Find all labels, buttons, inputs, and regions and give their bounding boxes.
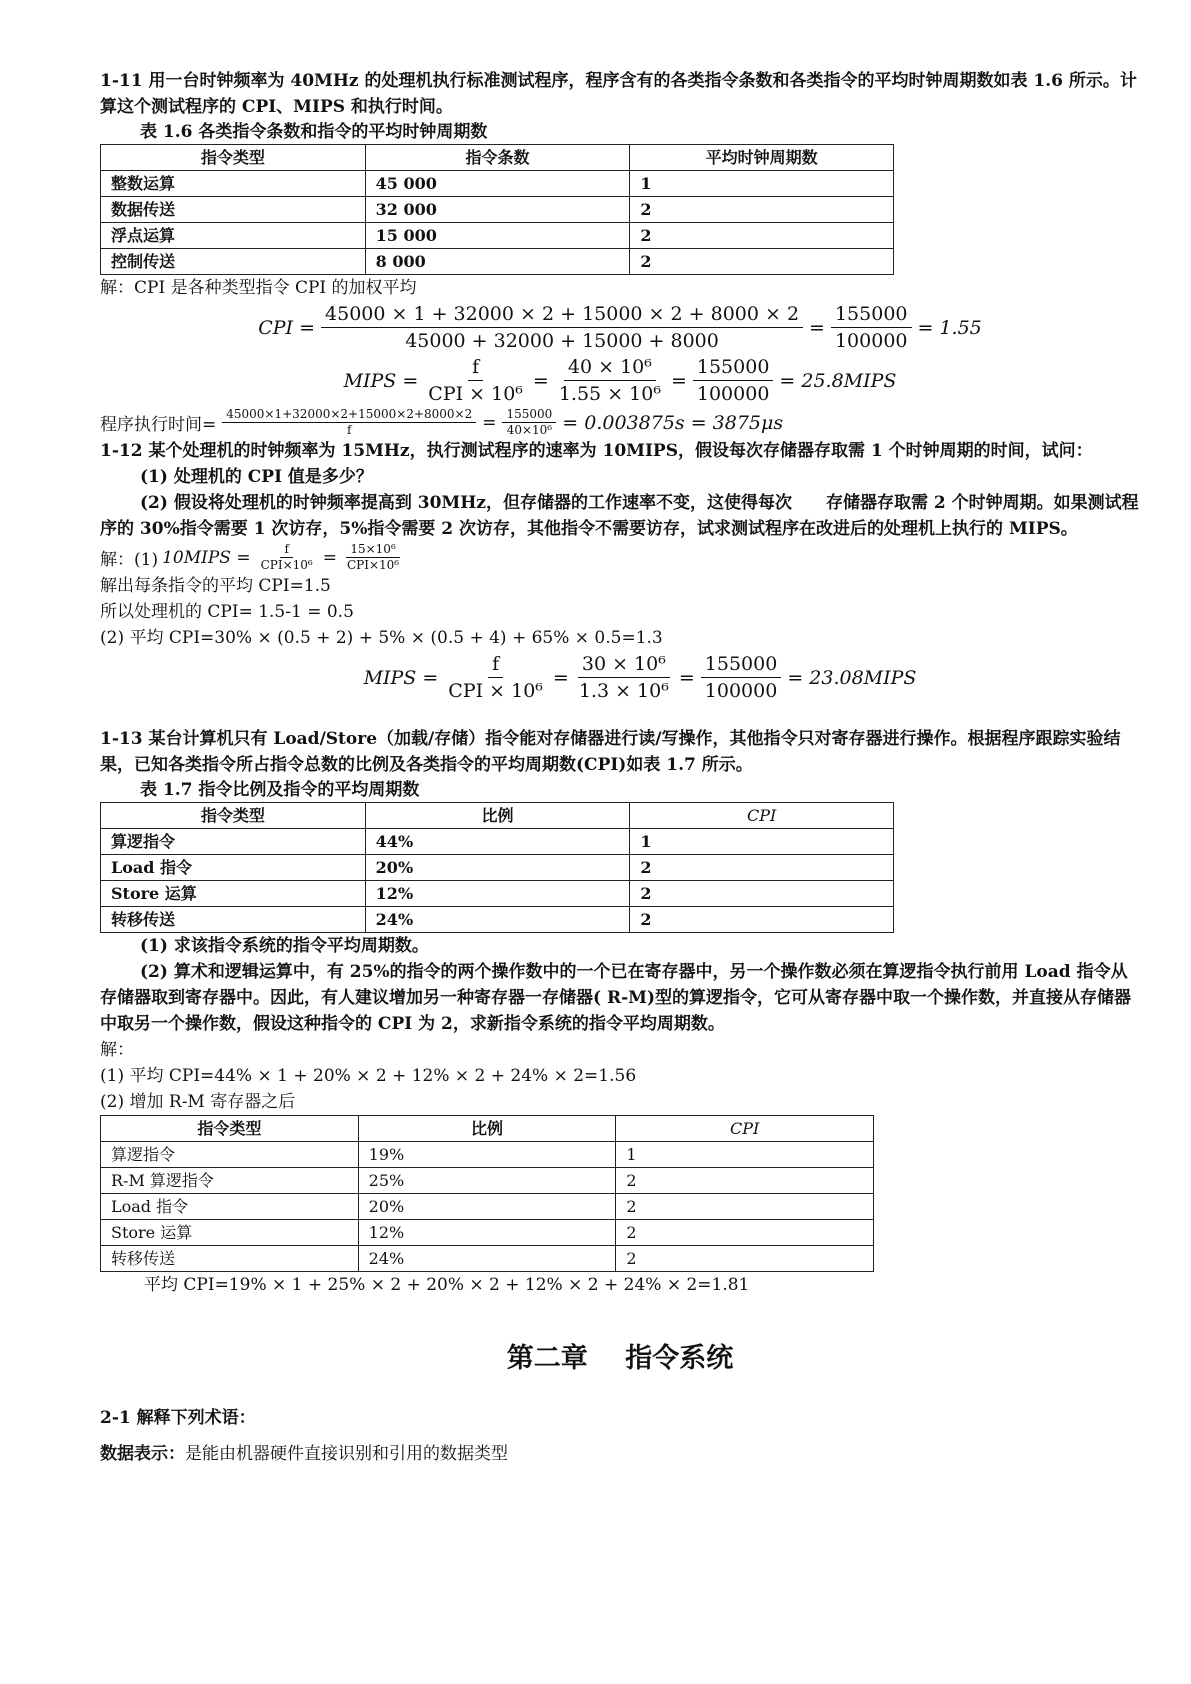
cell: R-M 算逻指令 <box>101 1168 359 1194</box>
fraction <box>424 354 527 407</box>
header-cell: 比例 <box>358 1116 616 1142</box>
cell: 数据传送 <box>101 197 366 223</box>
solution-line: (2) 增加 R-M 寄存器之后 <box>100 1092 296 1112</box>
table-row <box>101 249 894 275</box>
numerator: 155000 <box>502 407 556 423</box>
cell: 整数运算 <box>101 171 366 197</box>
table-row <box>101 1194 874 1220</box>
question-1-13: 1-13 某台计算机只有 Load/Store（加载/存储）指令能对存储器进行读/写操作，其他指令只对寄存器进行操作。根据程序跟踪实验结果，已知各类指令所占指令总数的比例及各类指令的平均周期数(CPI)如表 1.7 所示。 <box>100 729 1121 775</box>
cell: 1 <box>616 1142 874 1168</box>
solution-line: (2) 平均 CPI=30% × (0.5 + 2) + 5% × (0.5 + 4) + 65% × 0.5=1.3 <box>100 628 663 648</box>
cell: 24% <box>365 907 630 933</box>
question-item: (1) 处理机的 CPI 值是多少？ <box>140 467 373 487</box>
numerator: f <box>468 354 483 381</box>
denominator: 45000 + 32000 + 15000 + 8000 <box>405 330 719 352</box>
denominator: f <box>347 423 352 437</box>
eq-lhs: 10MIPS = <box>162 547 251 568</box>
document-page <box>100 68 1140 1467</box>
cell: 2 <box>630 855 894 881</box>
numerator: f <box>488 651 503 678</box>
cell: 45 000 <box>365 171 630 197</box>
header-cell: 指令类型 <box>101 803 366 829</box>
cell: 算逻指令 <box>101 1142 359 1168</box>
table-row <box>101 1246 874 1272</box>
eq-lhs: 程序执行时间= <box>100 415 217 435</box>
denominator: 1.55 × 10⁶ <box>558 383 661 405</box>
table-1-7 <box>100 802 894 933</box>
cell: 1 <box>630 171 894 197</box>
mips-equation-2: MIPS = $\frac{f}{\text{CPI × 10⁶}}$ = $\frac{\text{30 × 10⁶}}{\text{1.3 × 10⁶}}$ = $\frac{155000}{100000}$ = 23.08MIPS <box>363 653 917 702</box>
eq-result: = 23.08MIPS <box>787 666 917 689</box>
solution-line: 解出每条指令的平均 CPI=1.5 <box>100 576 331 596</box>
table-rm <box>100 1115 874 1272</box>
cell: 2 <box>616 1246 874 1272</box>
denominator: CPI×10⁶ <box>346 558 400 572</box>
table-1-6 <box>100 144 894 275</box>
cell: 20% <box>358 1194 616 1220</box>
denominator: CPI×10⁶ <box>260 558 313 572</box>
solution-line: 平均 CPI=19% × 1 + 25% × 2 + 20% × 2 + 12% × 2 + 24% × 2=1.81 <box>144 1275 750 1295</box>
table-row <box>101 1168 874 1194</box>
question-item: (2) 假设将处理机的时钟频率提高到 30MHz，但存储器的工作速率不变，这使得每次 存储器存取需 2 个时钟周期。如果测试程序的 30%指令需要 1 次访存，5%指令需要 2 次访存，其他指令不需要访存，试求测试程序在改进后的处理机上执行的 MIPS。 <box>100 493 1139 539</box>
eq-lhs: MIPS = <box>343 369 419 392</box>
header-cell: 指令条数 <box>365 145 630 171</box>
fraction <box>222 407 476 438</box>
numerator: f <box>280 542 292 558</box>
denominator: CPI × 10⁶ <box>428 383 523 405</box>
exec-time-equation: 程序执行时间= $\frac{45000\times 1+32000\times 2+15000\times 2+8000\times 2}{f}$ = $\frac{155000}{\text{40×10⁶}}$ = 0.003875s = 3875μs <box>100 407 784 437</box>
question-1-11: 1-11 用一台时钟频率为 40MHz 的处理机执行标准测试程序，程序含有的各类指令条数和各类指令的平均时钟周期数如表 1.6 所示。计算这个测试程序的 CPI、MIPS 和执行时间。 <box>100 71 1137 117</box>
table-row <box>101 881 894 907</box>
fraction <box>831 301 912 354</box>
cell: 2 <box>630 197 894 223</box>
cell: 2 <box>630 881 894 907</box>
eq-lhs: CPI = <box>258 316 316 339</box>
cell: 24% <box>358 1246 616 1272</box>
solution-prefix: 解：(1) <box>100 550 159 570</box>
denominator: 100000 <box>834 330 908 352</box>
cell: 20% <box>365 855 630 881</box>
cell: Load 指令 <box>101 1194 359 1220</box>
table-row <box>101 855 894 881</box>
fraction <box>701 651 782 704</box>
cell: 控制传送 <box>101 249 366 275</box>
solution-label: 解： <box>100 1040 134 1060</box>
header-cell: 比例 <box>365 803 630 829</box>
numerator: 45000×1+32000×2+15000×2+8000×2 <box>222 407 476 423</box>
cell: Store 运算 <box>101 881 366 907</box>
mips-equation: MIPS = $\frac{f}{\text{CPI × 10⁶}}$ = $\frac{\text{40 × 10⁶}}{\text{1.55 × 10⁶}}$ = $\frac{155000}{100000}$ = 25.8MIPS <box>343 356 897 405</box>
chapter-heading: 第二章 指令系统 <box>506 1343 734 1374</box>
question-1-12: 1-12 某个处理机的时钟频率为 15MHz，执行测试程序的速率为 10MIPS，假设每次存储器存取需 1 个时钟周期的时间，试问： <box>100 441 1093 461</box>
header-cell: 指令类型 <box>101 1116 359 1142</box>
numerator: 15×10⁶ <box>346 542 399 558</box>
numerator: 45000 × 1 + 32000 × 2 + 15000 × 2 + 8000 × 2 <box>321 301 803 328</box>
eq-result: = 0.003875s = 3875μs <box>562 411 784 434</box>
numerator: 155000 <box>701 651 782 678</box>
cell: Load 指令 <box>101 855 366 881</box>
table-1-6-caption: 表 1.6 各类指令条数和指令的平均时钟周期数 <box>140 122 488 142</box>
fraction <box>444 651 547 704</box>
cell: 2 <box>630 223 894 249</box>
header-cell: CPI <box>616 1116 874 1142</box>
cell: 算逻指令 <box>101 829 366 855</box>
cell: Store 运算 <box>101 1220 359 1246</box>
numerator: 30 × 10⁶ <box>578 651 670 678</box>
cell: 15 000 <box>365 223 630 249</box>
cell: 12% <box>365 881 630 907</box>
fraction <box>321 301 803 354</box>
solution-line: (1) 平均 CPI=44% × 1 + 20% × 2 + 12% × 2 + 24% × 2=1.56 <box>100 1066 637 1086</box>
table-row <box>101 829 894 855</box>
question-2-1: 2-1 解释下列术语： <box>100 1408 256 1428</box>
cell: 2 <box>616 1194 874 1220</box>
denominator: 40×10⁶ <box>506 423 553 437</box>
eq-result: = 25.8MIPS <box>779 369 897 392</box>
term-label: 数据表示： <box>100 1444 185 1464</box>
table-row <box>101 907 894 933</box>
table-1-7-caption: 表 1.7 指令比例及指令的平均周期数 <box>140 780 420 800</box>
cell: 浮点运算 <box>101 223 366 249</box>
numerator: 155000 <box>693 354 774 381</box>
cell: 25% <box>358 1168 616 1194</box>
solution-line: 所以处理机的 CPI= 1.5-1 = 0.5 <box>100 602 354 622</box>
question-item: (2) 算术和逻辑运算中，有 25%的指令的两个操作数中的一个已在寄存器中，另一个操作数必须在算逻指令执行前用 Load 指令从存储器取到寄存器中。因此，有人建议增加另一种寄存器一存储器( R-M)型的算逻指令，它可从寄存器中取一个操作数，并直接从存储器中取另一个操作数，假设这种指令的 CPI 为 2，求新指令系统的指令平均周期数。 <box>100 962 1132 1034</box>
solution-line: 解：(1) 10MIPS = $\frac{f}{\text{CPI×10⁶}}$ = $\frac{\text{15×10⁶}}{\text{CPI×10⁶}}$ <box>100 542 1140 573</box>
fraction <box>575 651 673 704</box>
cell: 32 000 <box>365 197 630 223</box>
cell: 44% <box>365 829 630 855</box>
cell: 2 <box>630 249 894 275</box>
cell: 1 <box>630 829 894 855</box>
table-header-row <box>101 145 894 171</box>
header-cell: 指令类型 <box>101 145 366 171</box>
table-row <box>101 1142 874 1168</box>
table-header-row <box>101 1116 874 1142</box>
table-header-row <box>101 803 894 829</box>
table-row <box>101 223 894 249</box>
table-row <box>101 1220 874 1246</box>
cell: 8 000 <box>365 249 630 275</box>
fraction <box>257 542 317 573</box>
cpi-equation: CPI = $\frac{45000 \times 1 + 32000 \times 2 + 15000 \times 2 + 8000 \times 2}{45000 + 32000 + 15000 + 8000}$ = $\frac{155000}{100000}$ = 1.55 <box>258 303 982 352</box>
fraction <box>343 542 403 573</box>
cell: 2 <box>630 907 894 933</box>
table-row <box>101 197 894 223</box>
solution-intro: 解：CPI 是各种类型指令 CPI 的加权平均 <box>100 278 417 298</box>
header-cell: 平均时钟周期数 <box>630 145 894 171</box>
denominator: 100000 <box>704 680 778 702</box>
term-text: 是能由机器硬件直接识别和引用的数据类型 <box>185 1444 508 1464</box>
header-cell: CPI <box>630 803 894 829</box>
question-item: (1) 求该指令系统的指令平均周期数。 <box>140 936 429 956</box>
cell: 转移传送 <box>101 1246 359 1272</box>
eq-result: = 1.55 <box>917 316 982 339</box>
cell: 12% <box>358 1220 616 1246</box>
denominator: 1.3 × 10⁶ <box>578 680 669 702</box>
eq-lhs: MIPS = <box>363 666 439 689</box>
fraction <box>693 354 774 407</box>
term-definition <box>100 1441 1140 1467</box>
cell: 2 <box>616 1220 874 1246</box>
numerator: 40 × 10⁶ <box>564 354 656 381</box>
cell: 19% <box>358 1142 616 1168</box>
fraction <box>502 407 556 438</box>
table-row <box>101 171 894 197</box>
denominator: 100000 <box>696 383 770 405</box>
denominator: CPI × 10⁶ <box>448 680 543 702</box>
numerator: 155000 <box>831 301 912 328</box>
cell: 2 <box>616 1168 874 1194</box>
cell: 转移传送 <box>101 907 366 933</box>
fraction <box>555 354 665 407</box>
